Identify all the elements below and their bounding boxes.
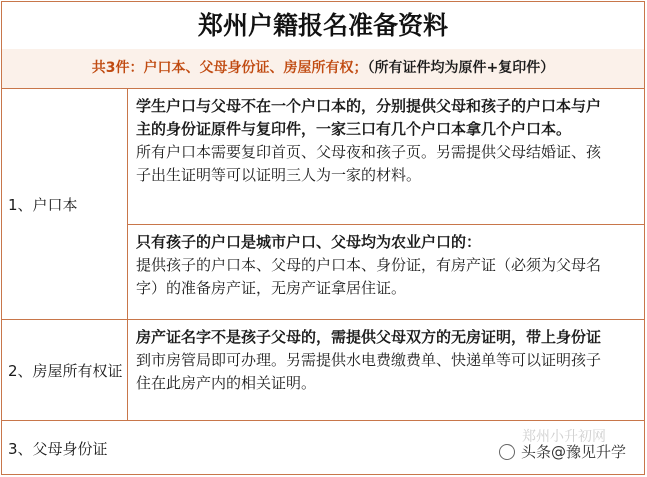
document-table [1,1,645,475]
row-label-text: 3、父母身份证 [8,439,108,458]
watermark [499,429,626,462]
text-line-content: 字）的准备房产证，无房产证拿居住证。 [136,279,407,297]
page-title: 郑州户籍报名准备资料 [2,2,644,50]
text-line: 学生户口与父母不在一个户口本的，分别提供父母和孩子的户口本与户 [136,97,602,115]
watermark-ghost: 郑州小升初网 [522,429,606,445]
text-line: 到市房管局即可办理。另需提供水电费缴费单、快递单等可以证明孩子 [136,351,602,369]
watermark-text: 头条@豫见升学 [520,443,626,461]
text-heading: 只有孩子的户口是城市户口、父母均为农业户口的： [136,233,482,251]
hukou-block-2 [128,225,644,319]
text-line: 住在此房产内的相关证明。 [136,374,317,392]
row-label-hukou [2,89,128,319]
chat-bubble-icon [499,444,515,460]
text-line: 所有户口本需要复印首页、父母夜和孩子页。另需提供父母结婚证、孩 [136,143,602,161]
row-label-text: 1、户口本 [8,195,78,214]
text-line: 提供孩子的户口本、父母的户口本、身份证，有房产证（必须为父母名 [136,256,602,274]
text-line [136,277,636,300]
text-line: 房产证名字不是孩子父母的，需提供父母双方的无房证明，带上身份证 [136,328,602,346]
text-line: 主的身份证原件与复印件，一家三口有几个户口本拿几个户口本。 [136,120,572,138]
property-block [128,320,644,420]
summary-note: （所有证件均为原件+复印件） [367,60,555,76]
row-label-text: 2、房屋所有权证 [8,361,123,380]
summary-row [2,49,644,89]
row-label-property [2,320,128,420]
summary-lead: 共3件：户口本、父母身份证、房屋所有权； [91,60,368,76]
hukou-block-1 [128,89,644,224]
row-label-id [2,421,128,475]
text-line: 子出生证明等可以证明三人为一家的材料。 [136,166,422,184]
